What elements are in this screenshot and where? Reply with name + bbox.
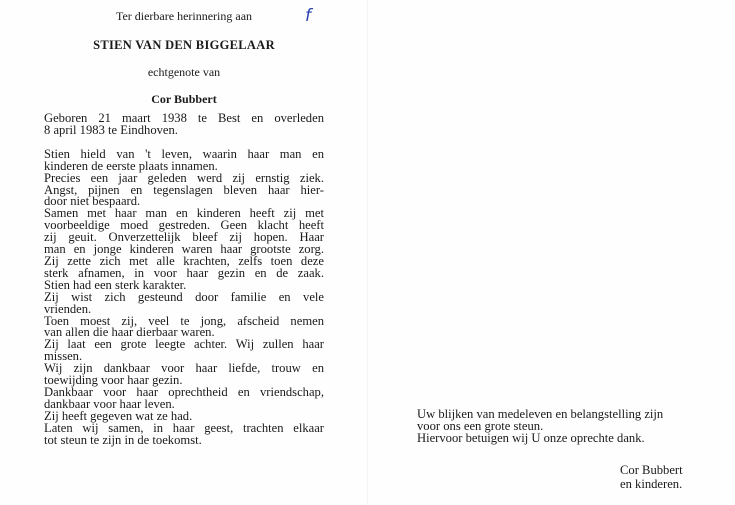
text-line: Laten wij samen, in haar geest, trachten elkaar — [44, 420, 324, 435]
signature-line: Cor Bubbert — [620, 463, 683, 477]
text-line: Angst, pijnen en tegenslagen bleven haar hier- — [44, 182, 324, 197]
tribute-text — [44, 146, 324, 447]
thanks-line: Hiervoor betuigen wij U onze oprechte dank. — [417, 430, 645, 445]
text-line: missen. — [44, 349, 83, 364]
text-line: tot steun te zijn in de toekomst. — [44, 432, 202, 447]
text-line: Zij zette zich met alle krachten, zelfs toen deze — [44, 253, 324, 268]
signature — [620, 464, 683, 491]
text-line: Zij laat een grote leegte achter. Wij zullen haar — [44, 337, 324, 352]
text-line: vrienden. — [44, 301, 92, 316]
spouse-label: echtgenote van — [147, 65, 221, 79]
birth-line: Geboren 21 maart 1938 te Best en overleden — [44, 111, 324, 125]
intro-line: Ter dierbare herinnering aan — [115, 9, 253, 23]
text-line: Samen met haar man en kinderen heeft zij met — [44, 206, 324, 221]
text-line: van allen die haar dierbaar waren. — [44, 325, 215, 340]
thanks-line: Uw blijken van medeleven en belangstelling zijn — [417, 407, 664, 421]
birth-death-text — [44, 113, 324, 137]
right-panel — [417, 409, 697, 445]
thanks-text — [417, 409, 697, 445]
text-line: kinderen de eerste plaats innamen. — [44, 158, 218, 173]
left-panel — [44, 8, 324, 446]
card-fold — [367, 0, 368, 505]
signature-line: en kinderen. — [620, 476, 683, 491]
spouse-name: Cor Bubbert — [151, 92, 217, 106]
thanks-line: voor ons een grote steun. — [417, 418, 544, 433]
text-line: voorbeeldige moed gestreden. Geen klacht heeft — [44, 218, 324, 233]
text-line: Stien hield van 't leven, waarin haar man en — [44, 146, 324, 161]
text-line: Zij wist zich gesteund door familie en vele — [44, 289, 324, 304]
deceased-name: STIEN VAN DEN BIGGELAAR — [93, 38, 275, 52]
handwritten-mark: f — [305, 6, 311, 26]
text-line: Precies een jaar geleden werd zij ernstig ziek. — [44, 170, 324, 185]
birth-line: 8 april 1983 te Eindhoven. — [44, 122, 178, 137]
text-line: zij geuit. Onverzettelijk bleef zij hopen. Haar — [44, 230, 324, 245]
text-line: Stien had een sterk karakter. — [44, 277, 187, 292]
text-line: dankbaar voor haar leven. — [44, 396, 175, 411]
text-line: Dankbaar voor haar oprechtheid en vriendschap, — [44, 384, 324, 399]
text-line: Wij zijn dankbaar voor haar liefde, trouw en — [44, 361, 324, 376]
text-line: man en jonge kinderen waren haar grootste zorg. — [44, 242, 324, 257]
text-line: toewijding voor haar gezin. — [44, 373, 183, 388]
text-line: Toen moest zij, veel te jong, afscheid nemen — [44, 313, 324, 328]
text-line: Zij heeft gegeven wat ze had. — [44, 408, 193, 423]
text-line: sterk afnamen, in voor haar gezin en de zaak. — [44, 265, 324, 280]
text-line: door niet bespaard. — [44, 194, 141, 209]
